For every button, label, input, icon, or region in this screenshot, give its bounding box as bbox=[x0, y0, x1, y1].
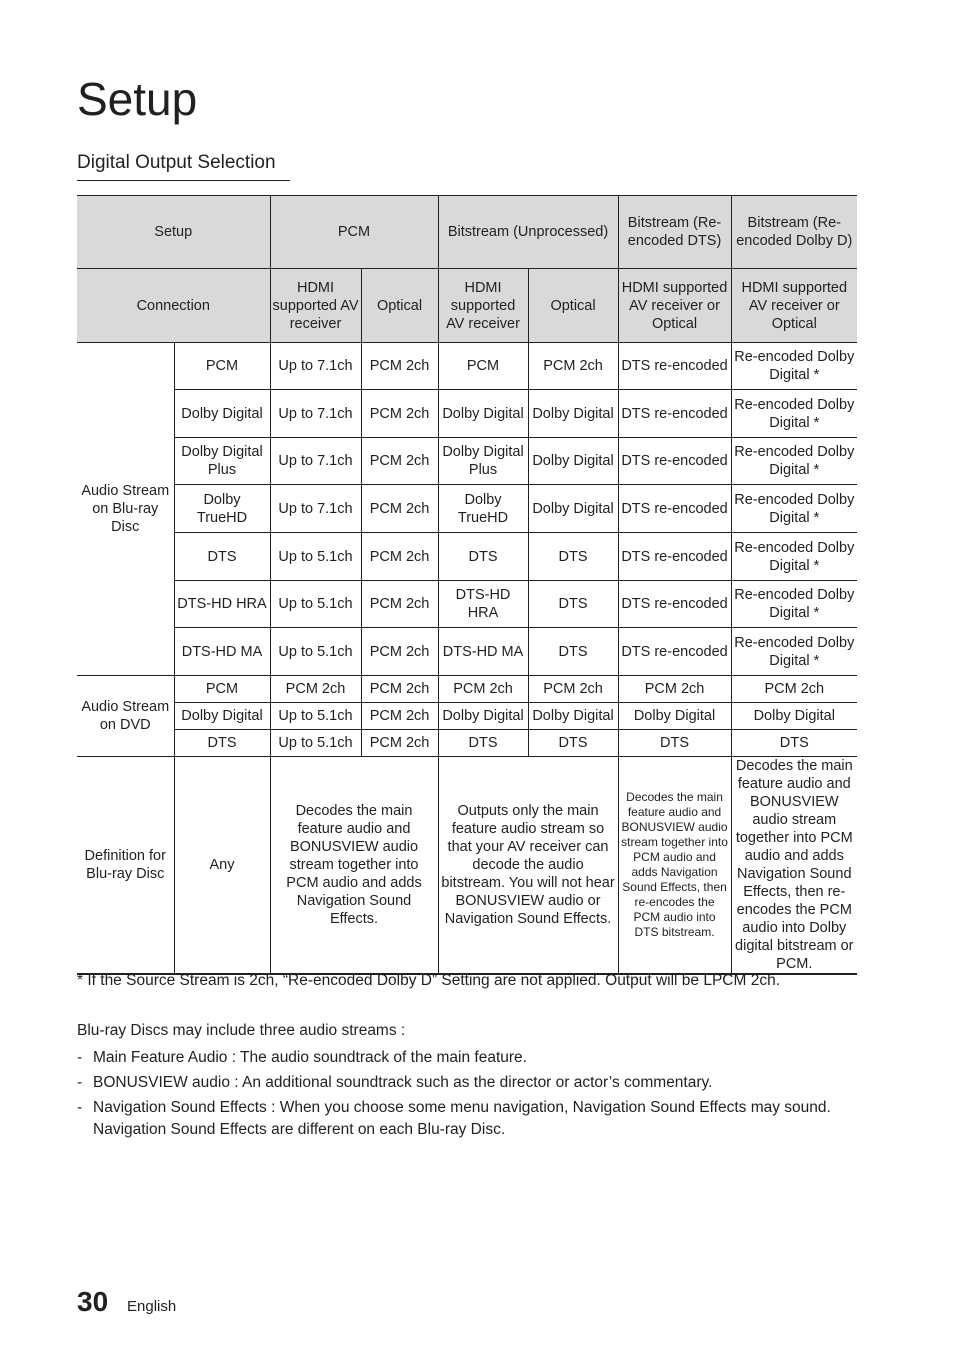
definition-dolby: Decodes the main feature audio and BONUSVIEW audio stream together into PCM audio and adds Navigation Sound Effects, then re-encodes the PCM audio into Dolby digital bitstream or PCM. bbox=[731, 757, 857, 975]
table-cell: Re-encoded Dolby Digital * bbox=[731, 581, 857, 628]
header-pcm-hdmi: HDMI supported AV receiver bbox=[270, 269, 361, 343]
header-bitstream-unprocessed: Bitstream (Unprocessed) bbox=[438, 196, 618, 269]
table-cell: PCM 2ch bbox=[361, 676, 438, 703]
table-cell: Dolby Digital bbox=[618, 703, 731, 730]
table-cell: PCM bbox=[438, 343, 528, 390]
table-cell: Up to 7.1ch bbox=[270, 343, 361, 390]
table-cell: Dolby Digital bbox=[174, 703, 270, 730]
table-row bbox=[77, 730, 857, 757]
list-item-text: Main Feature Audio : The audio soundtrack of the main feature. bbox=[93, 1049, 527, 1066]
definition-row bbox=[77, 757, 857, 975]
table-cell: PCM 2ch bbox=[361, 485, 438, 533]
header-pcm-optical: Optical bbox=[361, 269, 438, 343]
definition-dts: Decodes the main feature audio and BONUSVIEW audio stream together into PCM audio and adds Navigation Sound Effects, then re-encodes the PCM audio into DTS bitstream. bbox=[618, 757, 731, 975]
intro-text: Blu-ray Discs may include three audio streams : bbox=[77, 1022, 406, 1039]
table-cell: PCM 2ch bbox=[361, 438, 438, 485]
header-connection: Connection bbox=[77, 269, 270, 343]
table-cell: Dolby Digital bbox=[528, 390, 618, 438]
group-label-bluray: Audio Stream on Blu-ray Disc bbox=[77, 343, 174, 676]
table-cell: Up to 5.1ch bbox=[270, 703, 361, 730]
table-cell: PCM 2ch bbox=[361, 343, 438, 390]
table-cell: PCM 2ch bbox=[361, 628, 438, 676]
table-row bbox=[77, 581, 857, 628]
table-cell: DTS re-encoded bbox=[618, 628, 731, 676]
table-row bbox=[77, 533, 857, 581]
table-cell: DTS re-encoded bbox=[618, 438, 731, 485]
table-cell: PCM 2ch bbox=[618, 676, 731, 703]
list-item: - Main Feature Audio : The audio soundtrack of the main feature. bbox=[77, 1049, 527, 1066]
page-number: 30 bbox=[77, 1286, 109, 1317]
table-cell: Dolby Digital bbox=[438, 390, 528, 438]
page-title: Setup bbox=[77, 73, 198, 125]
table-cell: PCM 2ch bbox=[361, 390, 438, 438]
table-cell: Up to 5.1ch bbox=[270, 730, 361, 757]
table-cell: DTS bbox=[528, 581, 618, 628]
header-pcm: PCM bbox=[270, 196, 438, 269]
table-cell: Re-encoded Dolby Digital * bbox=[731, 533, 857, 581]
table-cell: Dolby Digital bbox=[528, 485, 618, 533]
header-row-setup bbox=[77, 196, 857, 269]
table-cell: Dolby Digital bbox=[174, 390, 270, 438]
table-cell: PCM 2ch bbox=[731, 676, 857, 703]
group-label-dvd: Audio Stream on DVD bbox=[77, 676, 174, 757]
page-language: English bbox=[127, 1298, 177, 1315]
table-row bbox=[77, 343, 857, 390]
table-row bbox=[77, 438, 857, 485]
table-row bbox=[77, 485, 857, 533]
table-cell: DTS bbox=[528, 730, 618, 757]
header-bitstream-dolby: Bitstream (Re-encoded Dolby D) bbox=[731, 196, 857, 269]
table-cell: Re-encoded Dolby Digital * bbox=[731, 628, 857, 676]
table-cell: PCM bbox=[174, 343, 270, 390]
table-cell: DTS bbox=[528, 628, 618, 676]
table-cell: Up to 5.1ch bbox=[270, 533, 361, 581]
table-cell: Dolby Digital bbox=[528, 703, 618, 730]
table-cell: PCM 2ch bbox=[270, 676, 361, 703]
header-row-connection bbox=[77, 269, 857, 343]
table-cell: Dolby Digital bbox=[731, 703, 857, 730]
table-row bbox=[77, 390, 857, 438]
table-cell: DTS bbox=[438, 533, 528, 581]
table-cell: Dolby Digital Plus bbox=[438, 438, 528, 485]
table-cell: PCM 2ch bbox=[361, 703, 438, 730]
list-item-text: Navigation Sound Effects : When you choose some menu navigation, Navigation Sound Effects may sound. Navigation Sound Effects are different on each Blu-ray Disc. bbox=[93, 1099, 831, 1138]
table-cell: PCM bbox=[174, 676, 270, 703]
table-row bbox=[77, 703, 857, 730]
table-cell: DTS re-encoded bbox=[618, 533, 731, 581]
table-cell: Dolby TrueHD bbox=[438, 485, 528, 533]
table-cell: DTS bbox=[618, 730, 731, 757]
table-row bbox=[77, 676, 857, 703]
header-unprocessed-hdmi: HDMI supported AV receiver bbox=[438, 269, 528, 343]
table-cell: PCM 2ch bbox=[361, 581, 438, 628]
table-cell: PCM 2ch bbox=[528, 343, 618, 390]
table-cell: DTS re-encoded bbox=[618, 485, 731, 533]
table-cell: DTS bbox=[528, 533, 618, 581]
table-row bbox=[77, 628, 857, 676]
table-cell: Re-encoded Dolby Digital * bbox=[731, 485, 857, 533]
group-label-definition: Definition for Blu-ray Disc bbox=[77, 757, 174, 975]
table-cell: DTS-HD MA bbox=[438, 628, 528, 676]
table-cell: PCM 2ch bbox=[361, 533, 438, 581]
table-cell: Re-encoded Dolby Digital * bbox=[731, 343, 857, 390]
table-cell: Up to 7.1ch bbox=[270, 390, 361, 438]
digital-output-table bbox=[77, 195, 857, 975]
header-bitstream-dts: Bitstream (Re-encoded DTS) bbox=[618, 196, 731, 269]
table-cell: Re-encoded Dolby Digital * bbox=[731, 438, 857, 485]
table-cell: DTS re-encoded bbox=[618, 581, 731, 628]
table-cell: Dolby Digital bbox=[528, 438, 618, 485]
table-cell: DTS bbox=[174, 533, 270, 581]
header-dolby-connection: HDMI supported AV receiver or Optical bbox=[731, 269, 857, 343]
definition-unprocessed: Outputs only the main feature audio stream so that your AV receiver can decode the audio bitstream. You will not hear BONUSVIEW audio or Navigation Sound Effects. bbox=[438, 757, 618, 975]
table-cell: PCM 2ch bbox=[361, 730, 438, 757]
table-cell: Dolby Digital Plus bbox=[174, 438, 270, 485]
definition-pcm: Decodes the main feature audio and BONUSVIEW audio stream together into PCM audio and adds Navigation Sound Effects. bbox=[270, 757, 438, 975]
table-cell: DTS-HD HRA bbox=[174, 581, 270, 628]
footnote: * If the Source Stream is 2ch, “Re-encoded Dolby D” Setting are not applied. Output will be LPCM 2ch. bbox=[77, 972, 781, 989]
table-cell: DTS re-encoded bbox=[618, 390, 731, 438]
table-cell: DTS bbox=[438, 730, 528, 757]
table-cell: Up to 5.1ch bbox=[270, 581, 361, 628]
table-cell: Re-encoded Dolby Digital * bbox=[731, 390, 857, 438]
list-item: - Navigation Sound Effects : When you choose some menu navigation, Navigation Sound Effects may sound. Navigation Sound Effects are different on each Blu-ray Disc. bbox=[77, 1099, 831, 1138]
table-cell: DTS re-encoded bbox=[618, 343, 731, 390]
audio-stream-list bbox=[77, 1047, 857, 1144]
table-cell: DTS bbox=[174, 730, 270, 757]
definition-source: Any bbox=[174, 757, 270, 975]
header-setup: Setup bbox=[77, 196, 270, 269]
table-cell: PCM 2ch bbox=[438, 676, 528, 703]
table-cell: Dolby Digital bbox=[438, 703, 528, 730]
header-unprocessed-optical: Optical bbox=[528, 269, 618, 343]
table-cell: Up to 7.1ch bbox=[270, 438, 361, 485]
table-cell: Up to 7.1ch bbox=[270, 485, 361, 533]
section-title: Digital Output Selection bbox=[77, 152, 290, 181]
table-cell: DTS-HD HRA bbox=[438, 581, 528, 628]
list-item: - BONUSVIEW audio : An additional soundtrack such as the director or actor’s commentary. bbox=[77, 1074, 713, 1091]
table-cell: Up to 5.1ch bbox=[270, 628, 361, 676]
table-cell: DTS-HD MA bbox=[174, 628, 270, 676]
header-dts-connection: HDMI supported AV receiver or Optical bbox=[618, 269, 731, 343]
table-cell: Dolby TrueHD bbox=[174, 485, 270, 533]
table-cell: PCM 2ch bbox=[528, 676, 618, 703]
list-item-text: BONUSVIEW audio : An additional soundtrack such as the director or actor’s commentary. bbox=[93, 1074, 713, 1091]
table-cell: DTS bbox=[731, 730, 857, 757]
